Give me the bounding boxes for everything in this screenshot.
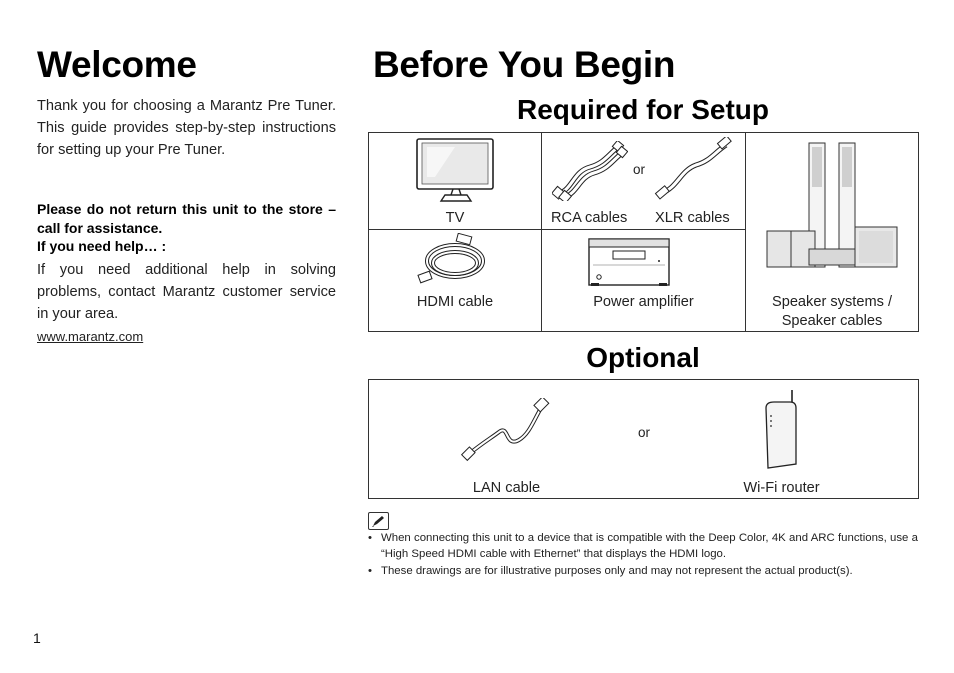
xlr-cable-illustration — [654, 137, 734, 201]
speaker-label-line1: Speaker systems / — [771, 294, 893, 310]
before-you-begin-heading: Before You Begin — [373, 44, 676, 85]
wifi-router-illustration — [762, 388, 802, 470]
optional-items-table — [368, 379, 919, 499]
speaker-systems-illustration — [765, 139, 915, 273]
lan-wifi-or-label: or — [638, 425, 651, 440]
lan-cable-label: LAN cable — [472, 480, 541, 496]
welcome-heading: Welcome — [37, 44, 197, 85]
wifi-router-label: Wi-Fi router — [743, 480, 820, 496]
note-bullet: • — [368, 565, 372, 577]
tv-illustration — [415, 137, 497, 203]
hdmi-cable-label: HDMI cable — [416, 294, 494, 310]
note-item — [368, 531, 918, 562]
rca-xlr-or-label: or — [633, 162, 646, 177]
marantz-website-link[interactable]: www.marantz.com — [37, 329, 144, 344]
rca-cables-label: RCA cables — [551, 210, 628, 226]
tv-label: TV — [445, 210, 465, 226]
hdmi-cable-illustration — [417, 233, 495, 287]
pencil-icon — [368, 512, 389, 530]
power-amplifier-illustration — [587, 235, 671, 287]
note-bullet: • — [368, 532, 372, 544]
help-body: If you need additional help in solving problems, contact Marantz customer service in your area. — [37, 262, 336, 322]
page-number: 1 — [33, 630, 41, 646]
required-for-setup-heading: Required for Setup — [516, 94, 769, 125]
power-amplifier-label: Power amplifier — [593, 294, 694, 310]
return-warning: Please do not return this unit to the store – call for assistance. — [37, 201, 336, 236]
welcome-intro: Thank you for choosing a Marantz Pre Tuner. This guide provides step-by-step instructions for setting up your Pre Tuner. — [37, 98, 336, 158]
xlr-cables-label: XLR cables — [655, 210, 730, 226]
speaker-label-line2: Speaker cables — [781, 313, 883, 329]
lan-cable-illustration — [461, 398, 553, 462]
required-items-table — [368, 132, 919, 332]
note-text: These drawings are for illustrative purposes only and may not represent the actual product(s). — [381, 565, 853, 577]
help-heading: If you need help… : — [37, 238, 167, 254]
optional-heading: Optional — [586, 342, 700, 373]
note-item — [368, 564, 918, 580]
table-divider — [369, 229, 746, 230]
rca-cable-illustration — [552, 141, 628, 201]
note-text: When connecting this unit to a device that is compatible with the Deep Color, 4K and ARC functions, use a “High Speed HDMI cable with Ethernet” that displays the HDMI logo. — [381, 532, 918, 560]
